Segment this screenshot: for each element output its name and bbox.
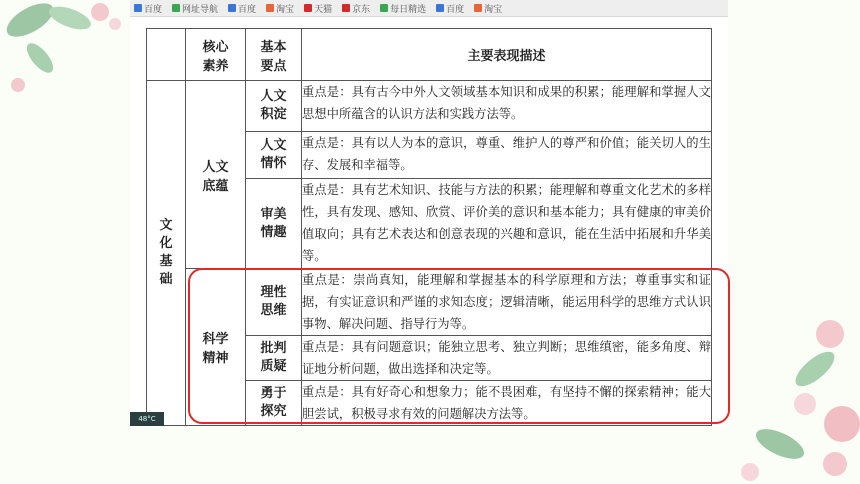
- description-cell: 重点是：具有古今中外人文领域基本知识和成果的积累；能理解和掌握人文思想中所蕴含的认识方法和实践方法等。: [302, 81, 712, 132]
- bookmark-item[interactable]: 网址导航: [172, 2, 218, 15]
- bookmark-icon: [304, 4, 312, 12]
- bookmark-item[interactable]: 每日精选: [380, 2, 426, 15]
- bookmark-item[interactable]: 百度: [436, 2, 464, 15]
- header-description: 主要表现描述: [302, 29, 712, 81]
- bookmark-icon: [380, 4, 388, 12]
- table-row: [147, 81, 712, 132]
- literacy-cell: 人文底蕴: [186, 81, 246, 269]
- point-cell: 审美情趣: [246, 179, 302, 269]
- bookmark-icon: [228, 4, 236, 12]
- bookmark-icon: [266, 4, 274, 12]
- point-cell: 人文情怀: [246, 132, 302, 179]
- bookmark-item[interactable]: 京东: [342, 2, 370, 15]
- table-header-row: [147, 29, 712, 81]
- bookmark-item[interactable]: 百度: [228, 2, 256, 15]
- domain-cell: 文化基础: [147, 81, 186, 426]
- description-cell: 重点是：崇尚真知，能理解和掌握基本的科学原理和方法；尊重事实和证据，有实证意识和严谨的求知态度；逻辑清晰，能运用科学的思维方式认识事物、解决问题、指导行为等。: [302, 269, 712, 336]
- point-cell: 理性思维: [246, 269, 302, 336]
- header-literacy: 核心素养: [186, 29, 246, 81]
- point-cell: 勇于探究: [246, 381, 302, 426]
- point-cell: 人文积淀: [246, 81, 302, 132]
- bookmark-icon: [134, 4, 142, 12]
- description-cell: 重点是：具有问题意识；能独立思考、独立判断；思维缜密，能多角度、辩证地分析问题，做出选择和决定等。: [302, 336, 712, 381]
- bookmark-icon: [172, 4, 180, 12]
- bookmark-icon: [342, 4, 350, 12]
- description-cell: 重点是：具有好奇心和想象力；能不畏困难，有坚持不懈的探索精神；能大胆尝试，积极寻求有效的问题解决方法等。: [302, 381, 712, 426]
- bookmark-icon: [474, 4, 482, 12]
- header-domain: [147, 29, 186, 81]
- bookmark-icon: [436, 4, 444, 12]
- weather-chip: 48°C: [130, 412, 164, 426]
- description-cell: 重点是：具有艺术知识、技能与方法的积累；能理解和尊重文化艺术的多样性，具有发现、感知、欣赏、评价美的意识和基本能力；具有健康的审美价值取向；具有艺术表达和创意表现的兴趣和意识，能在生活中拓展和升华美等。: [302, 179, 712, 269]
- header-point: 基本要点: [246, 29, 302, 81]
- core-literacy-table: [146, 28, 712, 426]
- bookmark-item[interactable]: 百度: [134, 2, 162, 15]
- point-cell: 批判质疑: [246, 336, 302, 381]
- table-row: [147, 269, 712, 336]
- bookmark-bar: [130, 0, 728, 17]
- description-cell: 重点是：具有以人为本的意识，尊重、维护人的尊严和价值；能关切人的生存、发展和幸福等。: [302, 132, 712, 179]
- embedded-screenshot: [130, 0, 728, 426]
- bookmark-item[interactable]: 淘宝: [474, 2, 502, 15]
- bookmark-item[interactable]: 淘宝: [266, 2, 294, 15]
- literacy-cell: 科学精神: [186, 269, 246, 426]
- bookmark-item[interactable]: 天猫: [304, 2, 332, 15]
